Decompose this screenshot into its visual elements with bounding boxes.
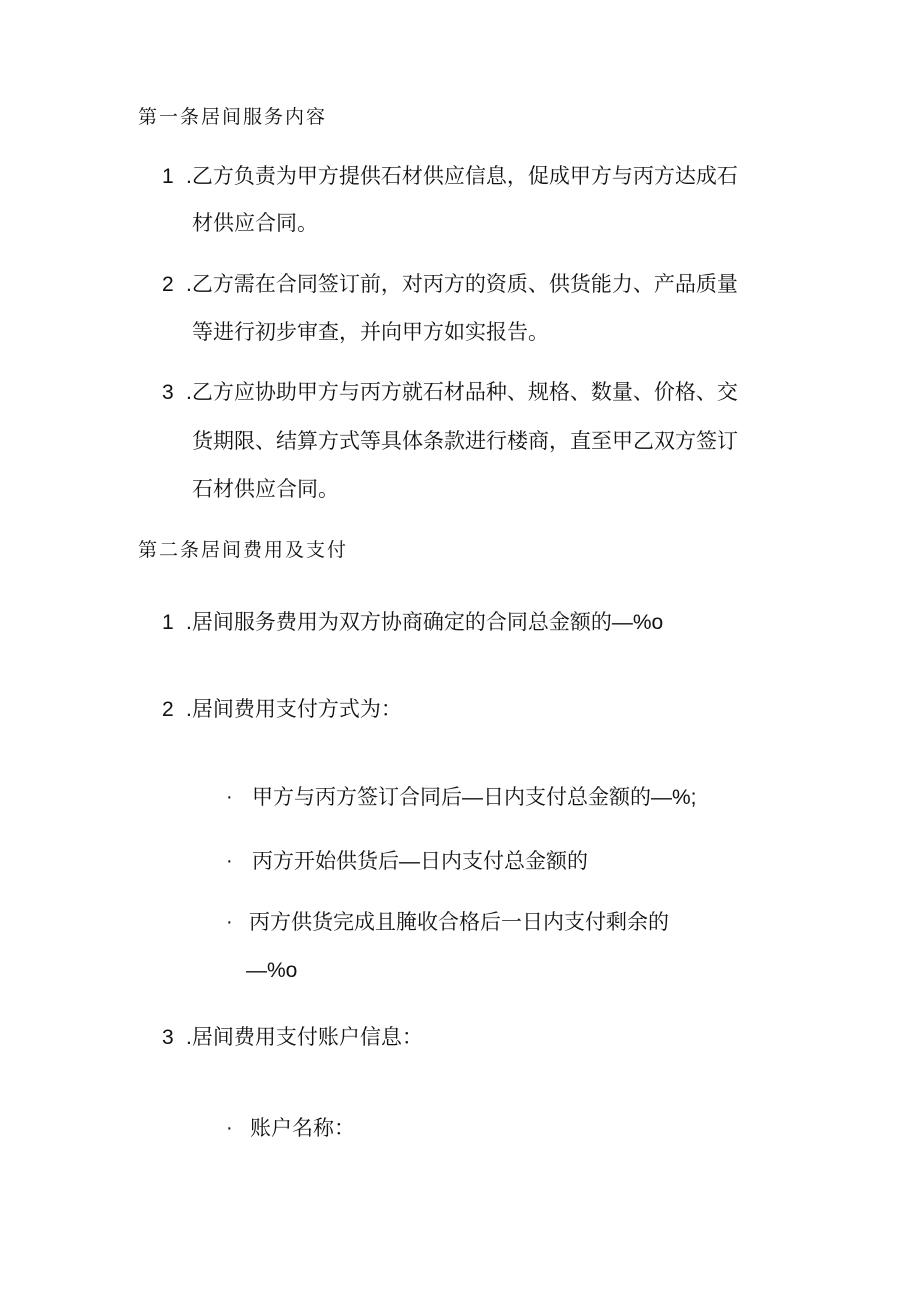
payment-bullet-2: 丙方开始供货后—日内支付总金额的 (252, 850, 588, 873)
section-1-heading: 第一条居间服务内容 (138, 106, 328, 128)
item-3-line-2: 货期限、结算方式等具体条款进行楼商，直至甲乙双方签订 (192, 430, 738, 453)
fee-item-1-text: .居间服务费用为双方协商确定的合同总金额的—%o (186, 611, 664, 634)
item-1-line-2: 材供应合同。 (192, 212, 318, 235)
bullet-3-dot: · (226, 911, 233, 933)
payment-bullet-3-continuation: —%o (246, 959, 298, 982)
payment-bullet-1: 甲方与丙方签订合同后—日内支付总金额的—%; (252, 786, 697, 809)
item-2-line-2: 等进行初步审查，并向甲方如实报告。 (192, 321, 549, 344)
fee-item-2-text: .居间费用支付方式为： (186, 698, 402, 721)
payment-bullet-3: 丙方供货完成且腌收合格后一日内支付剩余的 (249, 911, 669, 934)
fee-item-2-number: 2 (162, 698, 174, 721)
item-2-number: 2 (162, 273, 174, 296)
item-1-line-1: .乙方负责为甲方提供石材供应信息，促成甲方与丙方达成石 (186, 165, 738, 188)
item-2-line-1: .乙方需在合同签订前，对丙方的资质、供货能力、产品质量 (186, 273, 738, 296)
fee-item-3-number: 3 (162, 1026, 174, 1049)
item-1-number: 1 (162, 165, 174, 188)
item-3-number: 3 (162, 381, 174, 404)
fee-item-3-text: .居间费用支付账户信息： (186, 1026, 423, 1049)
item-3-line-3: 石材供应合同。 (192, 478, 339, 501)
bullet-1-dot: · (226, 786, 233, 808)
bullet-2-dot: · (226, 850, 233, 872)
fee-item-1-number: 1 (162, 611, 174, 634)
account-name-label: 账户名称： (250, 1117, 355, 1140)
account-bullet-dot: · (226, 1117, 233, 1139)
section-2-heading: 第二条居间费用及支付 (138, 539, 349, 561)
item-3-line-1: .乙方应协助甲方与丙方就石材品种、规格、数量、价格、交 (186, 381, 738, 404)
